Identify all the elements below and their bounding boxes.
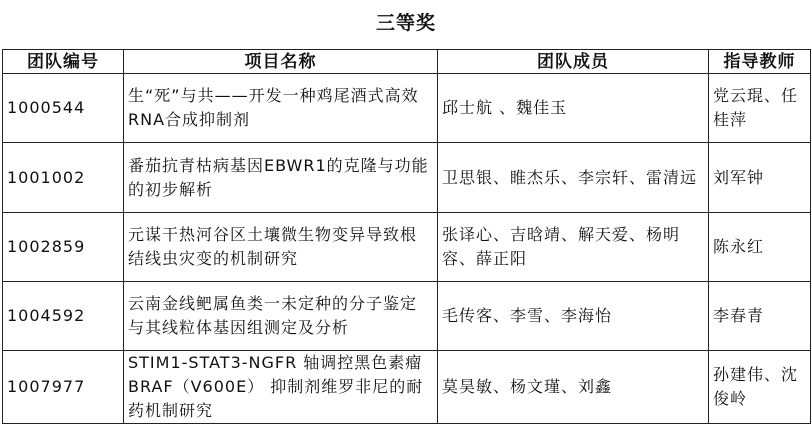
table-header-row	[3, 50, 811, 74]
advisor-cell: 孙建伟、沈俊岭	[709, 351, 811, 424]
project-name-cell: 生“死”与共——开发一种鸡尾酒式高效RNA合成抑制剂	[124, 74, 438, 143]
project-name-cell: 番茄抗青枯病基因EBWR1的克隆与功能的初步解析	[124, 143, 438, 213]
header-members: 团队成员	[438, 50, 709, 74]
advisor-cell: 党云琨、任桂萍	[709, 74, 811, 143]
members-cell: 张译心、吉晗靖、解天爱、杨明容、薛正阳	[438, 213, 709, 282]
table-row	[3, 282, 811, 351]
project-name-cell: STIM1-STAT3-NGFR 轴调控黑色素瘤 BRAF（V600E） 抑制剂维罗非尼的耐药机制研究	[124, 351, 438, 424]
members-cell: 莫昊敏、杨文瑾、刘鑫	[438, 351, 709, 424]
page-title: 三等奖	[375, 12, 436, 34]
table-row	[3, 74, 811, 143]
team-id-cell: 1000544	[3, 74, 124, 143]
team-id-cell: 1007977	[3, 351, 124, 424]
members-cell: 毛传客、李雪、李海怡	[438, 282, 709, 351]
advisor-cell: 陈永红	[709, 213, 811, 282]
header-team-id: 团队编号	[3, 50, 124, 74]
team-id-cell: 1001002	[3, 143, 124, 213]
team-id-cell: 1002859	[3, 213, 124, 282]
members-cell: 卫思银、睢杰乐、李宗轩、雷清远	[438, 143, 709, 213]
header-project-name: 项目名称	[124, 50, 438, 74]
advisor-cell: 刘军钟	[709, 143, 811, 213]
table-row	[3, 213, 811, 282]
header-advisor: 指导教师	[709, 50, 811, 74]
award-table	[2, 49, 811, 424]
advisor-cell: 李春青	[709, 282, 811, 351]
table-row	[3, 351, 811, 424]
table-row	[3, 143, 811, 213]
project-name-cell: 云南金线鲃属鱼类一未定种的分子鉴定与其线粒体基因组测定及分析	[124, 282, 438, 351]
members-cell: 邱士航 、魏佳玉	[438, 74, 709, 143]
project-name-cell: 元谋干热河谷区土壤微生物变异导致根结线虫灾变的机制研究	[124, 213, 438, 282]
team-id-cell: 1004592	[3, 282, 124, 351]
